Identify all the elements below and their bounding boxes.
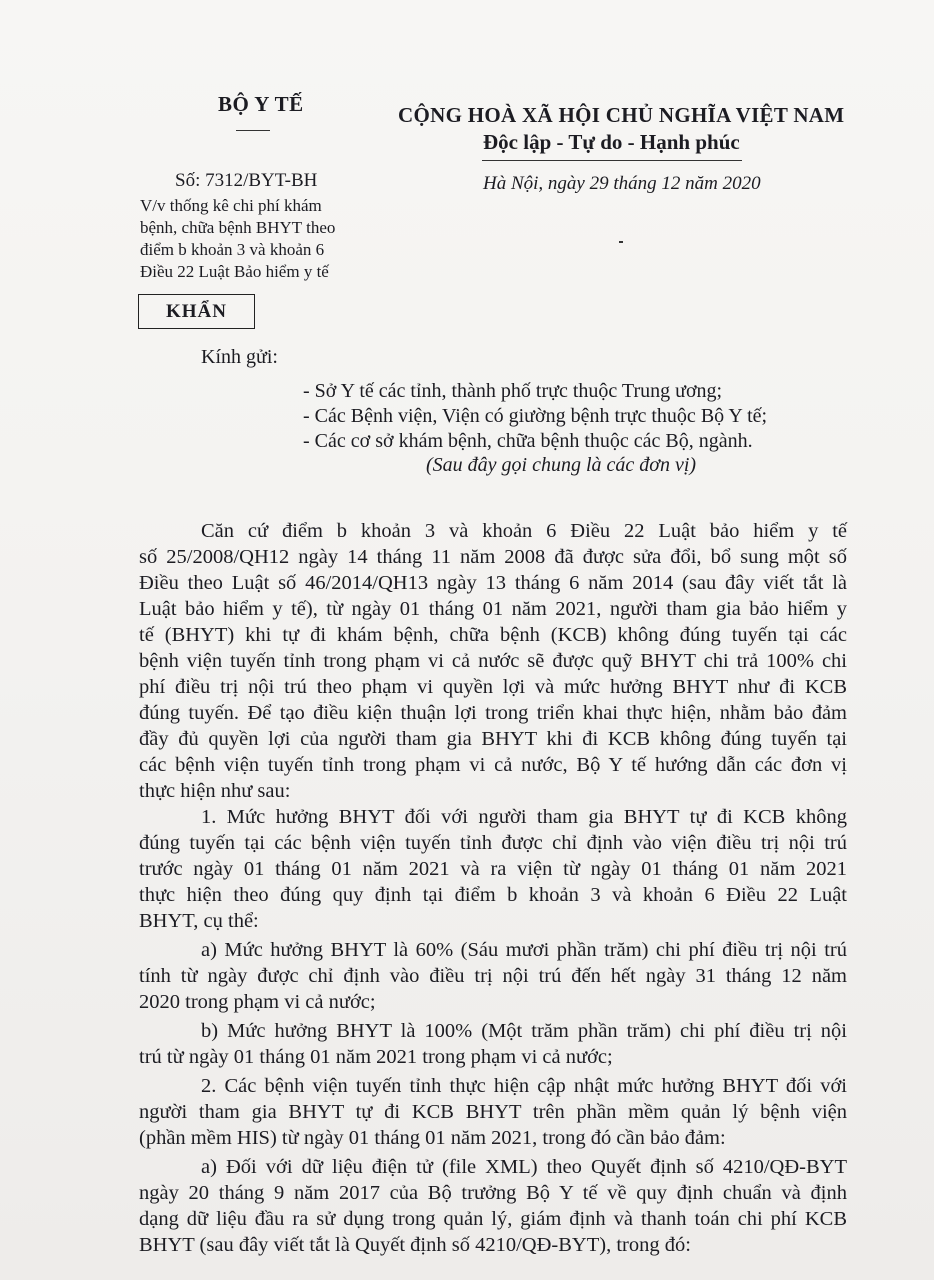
body-line: đúng tuyến. Để tạo điều kiện thuận lợi trong triển khai thực hiện, nhằm bảo đảm: [139, 702, 847, 724]
recipient-item: - Các cơ sở khám bệnh, chữa bệnh thuộc các Bộ, ngành.: [303, 430, 753, 452]
body-line: b) Mức hưởng BHYT là 100% (Một trăm phần trăm) chi phí điều trị nội: [201, 1020, 847, 1042]
recipient-item: - Các Bệnh viện, Viện có giường bệnh trực thuộc Bộ Y tế;: [303, 405, 768, 427]
body-line: đúng tuyến tại các bệnh viện tuyến tỉnh được chỉ định vào viện điều trị nội trú: [139, 832, 847, 854]
body-line: a) Mức hưởng BHYT là 60% (Sáu mươi phần trăm) chi phí điều trị nội trú: [201, 939, 847, 961]
body-line: 2. Các bệnh viện tuyến tỉnh thực hiện cập nhật mức hưởng BHYT đối với: [201, 1075, 847, 1097]
subject-line: V/v thống kê chi phí khám: [140, 196, 322, 215]
body-line: dạng dữ liệu đầu ra sử dụng trong quản lý, giám định và thanh toán chi phí KCB: [139, 1208, 847, 1230]
body-line: ngày 20 tháng 9 năm 2017 của Bộ trưởng Bộ Y tế về quy định chuẩn và định: [139, 1182, 847, 1204]
body-line: Căn cứ điểm b khoản 3 và khoản 6 Điều 22 Luật bảo hiểm y tế: [201, 520, 847, 542]
recipients-note: (Sau đây gọi chung là các đơn vị): [426, 454, 697, 476]
body-line: phí điều trị nội trú theo phạm vi quyền lợi và mức hưởng BHYT như đi KCB: [139, 676, 847, 698]
motto-underline: [482, 160, 742, 161]
body-line: BHYT (sau đây viết tắt là Quyết định số 4210/QĐ-BYT), trong đó:: [139, 1234, 691, 1256]
stray-mark: [619, 241, 623, 243]
ministry-name: BỘ Y TẾ: [218, 92, 304, 116]
body-line: tế (BHYT) khi tự đi khám bệnh, chữa bệnh (KCB) không đúng tuyến tại các: [139, 624, 847, 646]
body-line: người tham gia BHYT tự đi KCB BHYT trên phần mềm quản lý bệnh viện: [139, 1101, 847, 1123]
body-line: 2020 trong phạm vi cả nước;: [139, 991, 376, 1013]
national-motto: Độc lập - Tự do - Hạnh phúc: [483, 130, 740, 154]
ministry-underline: [236, 130, 270, 131]
body-line: bệnh viện tuyến tỉnh trong phạm vi cả nước sẽ được quỹ BHYT chi trả 100% chi: [139, 650, 847, 672]
body-line: trú từ ngày 01 tháng 01 năm 2021 trong phạm vi cả nước;: [139, 1046, 613, 1068]
body-line: 1. Mức hưởng BHYT đối với người tham gia BHYT tự đi KCB không: [201, 806, 847, 828]
subject-line: điểm b khoản 3 và khoản 6: [140, 240, 325, 259]
urgency-stamp: KHẨN: [138, 294, 255, 329]
body-line: các bệnh viện tuyến tỉnh trong phạm vi cả nước, Bộ Y tế hướng dẫn các đơn vị: [139, 754, 847, 776]
body-line: tính từ ngày được chỉ định vào điều trị nội trú đến hết ngày 31 tháng 12 năm: [139, 965, 847, 987]
body-line: BHYT, cụ thể:: [139, 910, 259, 932]
national-title: CỘNG HOÀ XÃ HỘI CHỦ NGHĨA VIỆT NAM: [398, 103, 845, 127]
recipient-item: - Sở Y tế các tỉnh, thành phố trực thuộc Trung ương;: [303, 380, 723, 402]
body-line: thực hiện như sau:: [139, 780, 291, 802]
subject-line: bệnh, chữa bệnh BHYT theo: [140, 218, 336, 237]
document-number: Số: 7312/BYT-BH: [175, 170, 318, 191]
body-line: (phần mềm HIS) từ ngày 01 tháng 01 năm 2021, trong đó cần bảo đảm:: [139, 1127, 726, 1149]
salutation: Kính gửi:: [201, 346, 278, 368]
body-line: số 25/2008/QH12 ngày 14 tháng 11 năm 2008 đã được sửa đổi, bổ sung một số: [139, 546, 847, 568]
body-line: đầy đủ quyền lợi của người tham gia BHYT khi đi KCB không đúng tuyến tại: [139, 728, 847, 750]
body-line: thực hiện theo đúng quy định tại điểm b khoản 3 và khoản 6 Điều 22 Luật: [139, 884, 847, 906]
body-line: Luật bảo hiểm y tế), từ ngày 01 tháng 01 năm 2021, người tham gia bảo hiểm y: [139, 598, 847, 620]
subject-line: Điều 22 Luật Bảo hiểm y tế: [140, 262, 329, 281]
body-line: Điều theo Luật số 46/2014/QH13 ngày 13 tháng 6 năm 2014 (sau đây viết tắt là: [139, 572, 847, 594]
dateline: Hà Nội, ngày 29 tháng 12 năm 2020: [483, 173, 761, 194]
body-line: trước ngày 01 tháng 01 năm 2021 và ra viện từ ngày 01 tháng 01 năm 2021: [139, 858, 847, 880]
body-line: a) Đối với dữ liệu điện tử (file XML) theo Quyết định số 4210/QĐ-BYT: [201, 1156, 847, 1178]
